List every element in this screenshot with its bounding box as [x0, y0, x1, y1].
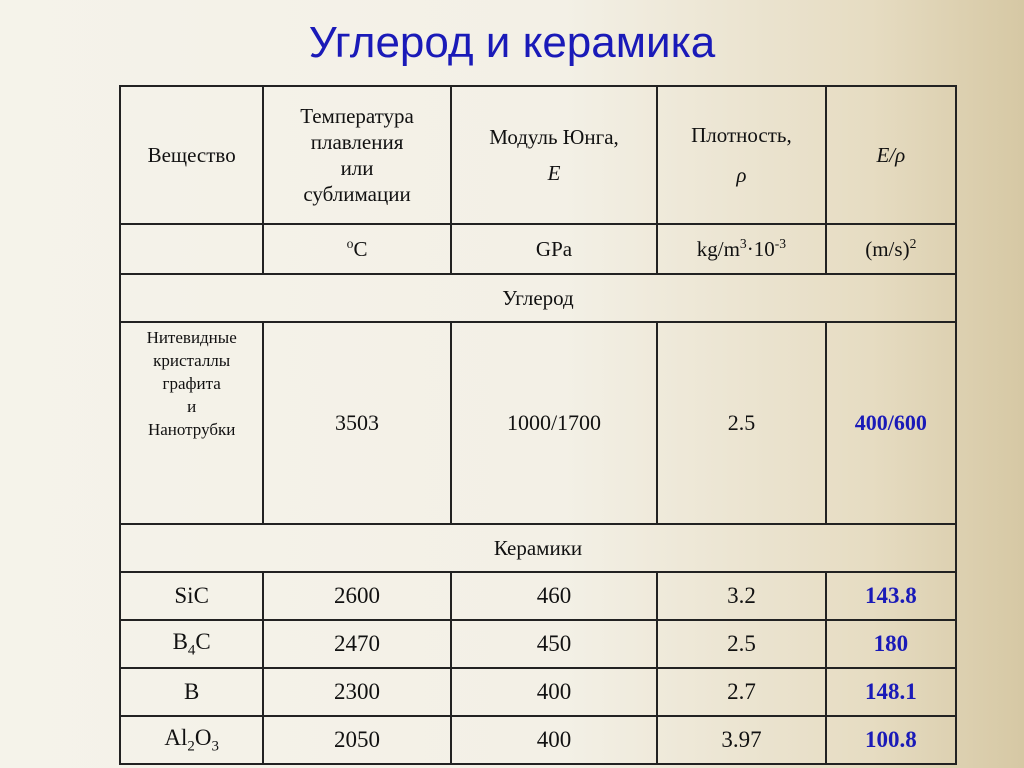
- header-temp-line-4: сублимации: [303, 182, 411, 207]
- unit-temperature: [263, 224, 450, 274]
- carbon-ratio: 400/600: [826, 322, 956, 524]
- ceramic-density: 2.5: [657, 620, 825, 668]
- carbon-substance-line: Нитевидные: [146, 328, 237, 347]
- carbon-substance: [120, 322, 263, 524]
- header-temperature: [263, 86, 450, 224]
- ceramic-temp: 2470: [263, 620, 450, 668]
- section-carbon: Углерод: [120, 274, 956, 322]
- section-ceramics: Керамики: [120, 524, 956, 572]
- carbon-substance-line: графита: [162, 373, 221, 393]
- unit-density-exp1: 3: [739, 236, 747, 252]
- ceramic-ratio: 148.1: [826, 668, 956, 716]
- header-temp-line-2: плавления: [310, 129, 404, 154]
- ceramic-young: 460: [451, 572, 657, 620]
- table-row: [120, 572, 956, 620]
- header-density: [657, 86, 825, 224]
- unit-density-a: kg/m: [696, 237, 740, 262]
- carbon-substance-line: и: [187, 396, 197, 416]
- ceramic-name: [120, 716, 263, 764]
- slide-title: Углерод и керамика: [308, 18, 716, 67]
- ceramic-ratio: 143.8: [826, 572, 956, 620]
- properties-table: [119, 85, 957, 765]
- units-row: [120, 224, 956, 274]
- carbon-temp: 3503: [263, 322, 450, 524]
- ceramic-name-sub: 2: [187, 738, 195, 755]
- section-row-ceramics: [120, 524, 956, 572]
- header-density-symbol: ρ: [736, 163, 747, 187]
- unit-density-b: ·10: [746, 237, 775, 262]
- section-row-carbon: [120, 274, 956, 322]
- ceramic-temp: 2600: [263, 572, 450, 620]
- table-row: [120, 716, 956, 764]
- unit-young: GPa: [451, 224, 657, 274]
- header-young-modulus: [451, 86, 657, 224]
- header-temp-line-1: Температура: [300, 103, 414, 128]
- ceramic-name: [120, 620, 263, 668]
- ceramic-young: 400: [451, 716, 657, 764]
- unit-density-exp2: -3: [774, 236, 787, 252]
- header-row: [120, 86, 956, 224]
- ceramic-name-sub2: 3: [211, 738, 219, 755]
- ceramic-ratio: 180: [826, 620, 956, 668]
- ceramic-name: B: [120, 668, 263, 716]
- carbon-density: 2.5: [657, 322, 825, 524]
- ceramic-temp: 2050: [263, 716, 450, 764]
- ceramic-name-b: O: [194, 724, 212, 750]
- ceramic-young: 450: [451, 620, 657, 668]
- unit-ratio-base: (m/s): [865, 237, 910, 262]
- header-ratio: E/ρ: [826, 86, 956, 224]
- ceramic-young: 400: [451, 668, 657, 716]
- ceramic-temp: 2300: [263, 668, 450, 716]
- header-substance: Вещество: [120, 86, 263, 224]
- table-row: [120, 322, 956, 524]
- carbon-substance-line: Нанотрубки: [147, 419, 236, 439]
- header-temp-line-3: или: [340, 156, 374, 180]
- unit-degree: o: [346, 236, 354, 252]
- header-young-symbol: E: [547, 161, 561, 185]
- unit-density: [657, 224, 825, 274]
- ceramic-name-sub: 4: [187, 642, 196, 659]
- header-young-label: Модуль Юнга,: [489, 124, 619, 149]
- ceramic-density: 3.2: [657, 572, 825, 620]
- unit-celsius: C: [353, 237, 368, 262]
- ceramic-name-a: B: [172, 628, 188, 654]
- ceramic-name: SiC: [120, 572, 263, 620]
- table-row: [120, 668, 956, 716]
- header-density-label: Плотность,: [691, 122, 792, 147]
- carbon-substance-line: кристаллы: [153, 350, 231, 370]
- carbon-young: 1000/1700: [451, 322, 657, 524]
- ceramic-density: 2.7: [657, 668, 825, 716]
- ceramic-ratio: 100.8: [826, 716, 956, 764]
- ceramic-name-b: C: [195, 628, 211, 654]
- unit-ratio: [826, 224, 956, 274]
- table-row: [120, 620, 956, 668]
- unit-substance-empty: [120, 224, 263, 274]
- unit-ratio-exp: 2: [909, 236, 917, 252]
- ceramic-density: 3.97: [657, 716, 825, 764]
- ceramic-name-a: Al: [164, 724, 188, 750]
